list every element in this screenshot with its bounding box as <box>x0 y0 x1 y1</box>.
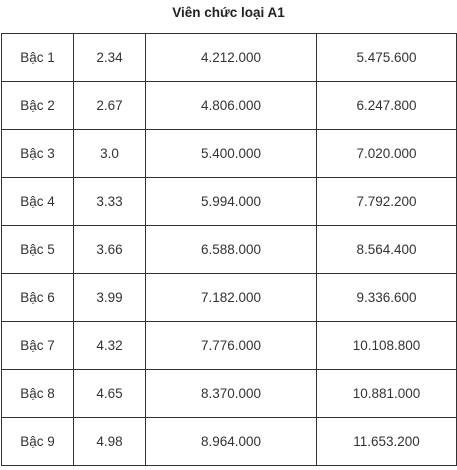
table-row <box>2 322 457 370</box>
salary-old-cell: 5.994.000 <box>146 178 317 226</box>
salary-new-cell: 8.564.400 <box>317 226 457 274</box>
table-row <box>2 226 457 274</box>
coefficient-cell: 4.98 <box>74 418 146 466</box>
salary-new-cell: 10.881.000 <box>317 370 457 418</box>
salary-new-cell: 10.108.800 <box>317 322 457 370</box>
salary-new-cell: 7.020.000 <box>317 130 457 178</box>
grade-cell: Bậc 1 <box>2 34 74 82</box>
salary-table <box>1 33 457 466</box>
grade-cell: Bậc 4 <box>2 178 74 226</box>
salary-old-cell: 4.806.000 <box>146 82 317 130</box>
grade-cell: Bậc 9 <box>2 418 74 466</box>
salary-old-cell: 4.212.000 <box>146 34 317 82</box>
grade-cell: Bậc 6 <box>2 274 74 322</box>
salary-table-body <box>2 34 457 466</box>
coefficient-cell: 3.0 <box>74 130 146 178</box>
table-row <box>2 130 457 178</box>
coefficient-cell: 3.99 <box>74 274 146 322</box>
salary-old-cell: 7.182.000 <box>146 274 317 322</box>
table-row <box>2 82 457 130</box>
salary-old-cell: 8.964.000 <box>146 418 317 466</box>
coefficient-cell: 4.32 <box>74 322 146 370</box>
coefficient-cell: 3.33 <box>74 178 146 226</box>
table-row <box>2 274 457 322</box>
salary-new-cell: 6.247.800 <box>317 82 457 130</box>
salary-new-cell: 11.653.200 <box>317 418 457 466</box>
grade-cell: Bậc 2 <box>2 82 74 130</box>
salary-new-cell: 5.475.600 <box>317 34 457 82</box>
salary-old-cell: 8.370.000 <box>146 370 317 418</box>
table-row <box>2 178 457 226</box>
table-row <box>2 34 457 82</box>
coefficient-cell: 3.66 <box>74 226 146 274</box>
grade-cell: Bậc 5 <box>2 226 74 274</box>
salary-old-cell: 6.588.000 <box>146 226 317 274</box>
grade-cell: Bậc 8 <box>2 370 74 418</box>
table-row <box>2 418 457 466</box>
table-title: Viên chức loại A1 <box>172 5 285 20</box>
coefficient-cell: 4.65 <box>74 370 146 418</box>
salary-old-cell: 5.400.000 <box>146 130 317 178</box>
coefficient-cell: 2.67 <box>74 82 146 130</box>
grade-cell: Bậc 3 <box>2 130 74 178</box>
table-row <box>2 370 457 418</box>
coefficient-cell: 2.34 <box>74 34 146 82</box>
salary-new-cell: 9.336.600 <box>317 274 457 322</box>
salary-old-cell: 7.776.000 <box>146 322 317 370</box>
salary-new-cell: 7.792.200 <box>317 178 457 226</box>
grade-cell: Bậc 7 <box>2 322 74 370</box>
